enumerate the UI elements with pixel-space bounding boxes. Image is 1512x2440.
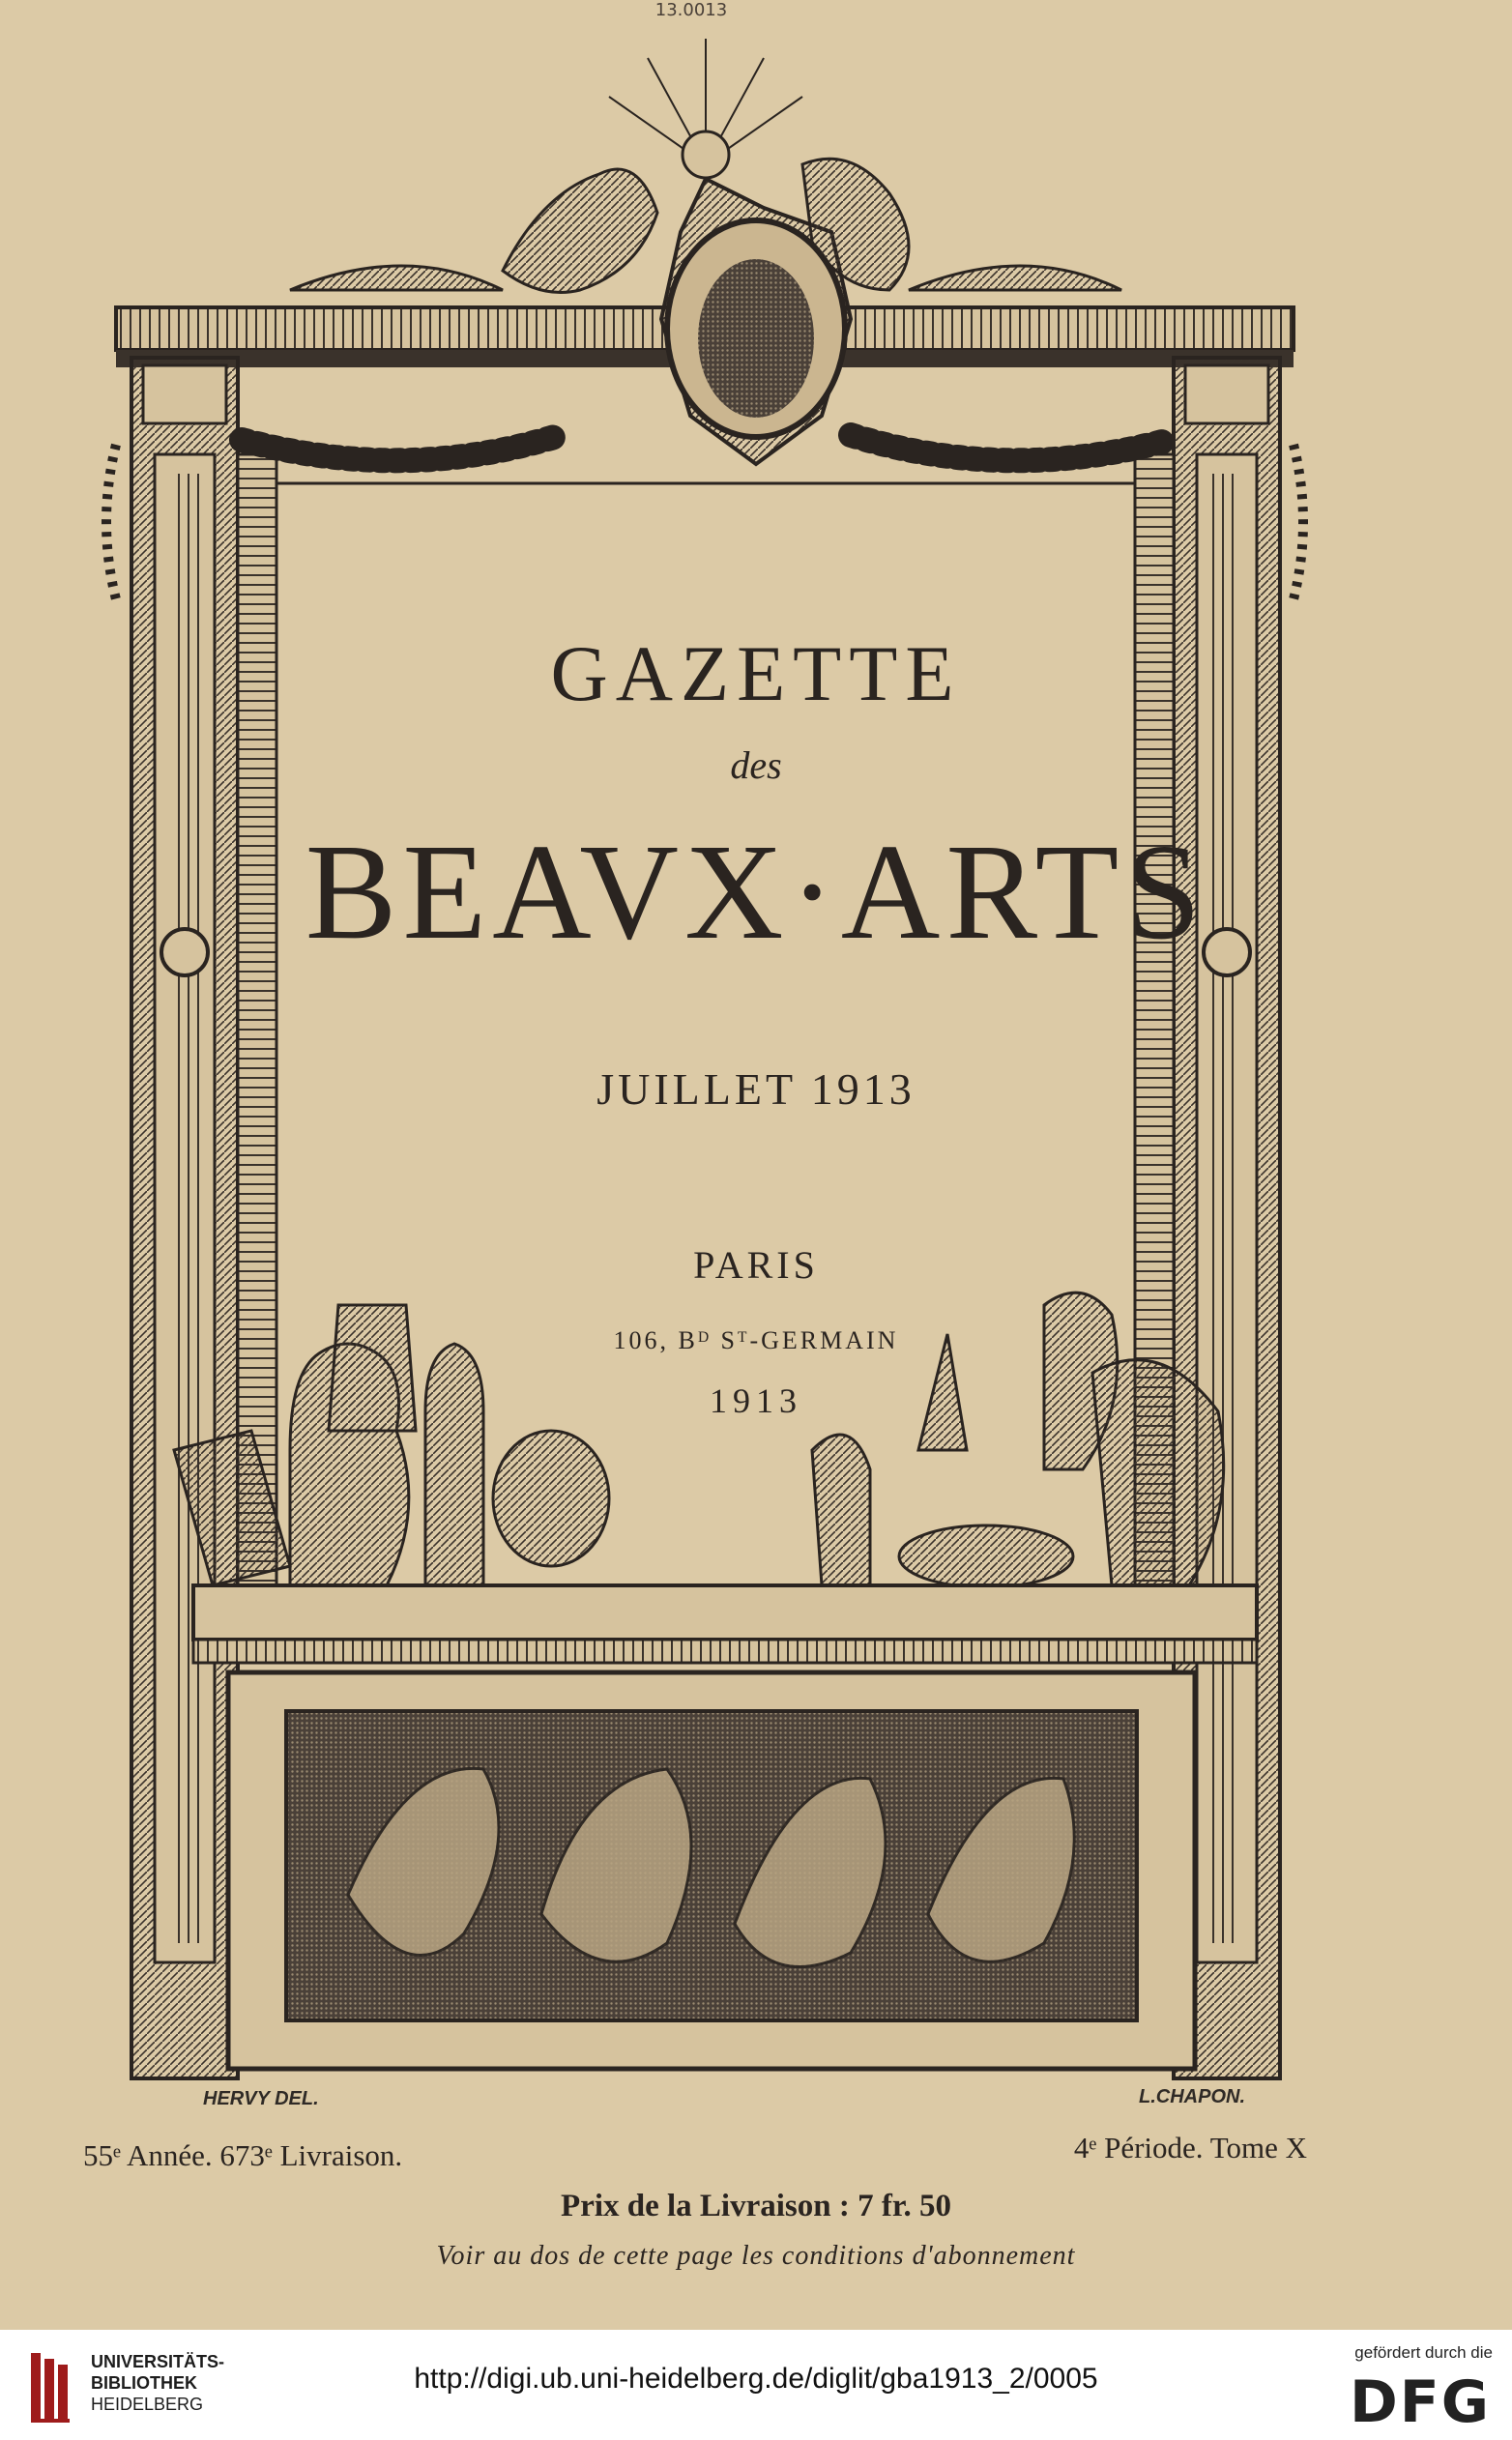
title-gazette: GAZETTE: [550, 629, 962, 717]
period-volume-line: 4ᵉ Période. Tome X: [1073, 2131, 1307, 2164]
signature-engraver: L.CHAPON.: [1139, 2086, 1245, 2107]
subscription-note: Voir au dos de cette page les conditions d'abonnement: [436, 2241, 1076, 2271]
publisher-address: 106, Bᴰ Sᵀ-GERMAIN: [613, 1326, 899, 1354]
year-issue-line: 55ᵉ Année. 673ᵉ Livraison.: [83, 2138, 403, 2172]
permalink-url[interactable]: http://digi.ub.uni-heidelberg.de/diglit/gba1913_2/0005: [414, 2363, 1098, 2395]
title-des: des: [730, 743, 782, 787]
library-name-line2: BIBLIOTHEK: [91, 2373, 197, 2393]
publication-year: 1913: [710, 1381, 802, 1420]
title-beaux-arts: BEAVX·ARTS: [305, 815, 1207, 968]
library-name-line1: UNIVERSITÄTS-: [91, 2352, 225, 2371]
mantel-shelf: [193, 1585, 1257, 1640]
publisher-city: PARIS: [693, 1243, 819, 1287]
digitization-footer: [0, 2330, 1512, 2440]
library-name-line3: HEIDELBERG: [91, 2395, 204, 2414]
issue-month: JUILLET 1913: [596, 1064, 916, 1114]
price-line: Prix de la Livraison : 7 fr. 50: [561, 2189, 951, 2223]
funder-label: gefördert durch die: [1354, 2343, 1493, 2362]
garland: [242, 435, 1170, 460]
shelfmark-label: 13.0013: [654, 0, 728, 20]
signature-illustrator: HERVY DEL.: [203, 2088, 319, 2109]
dfg-logo: DFG: [1349, 2368, 1491, 2436]
